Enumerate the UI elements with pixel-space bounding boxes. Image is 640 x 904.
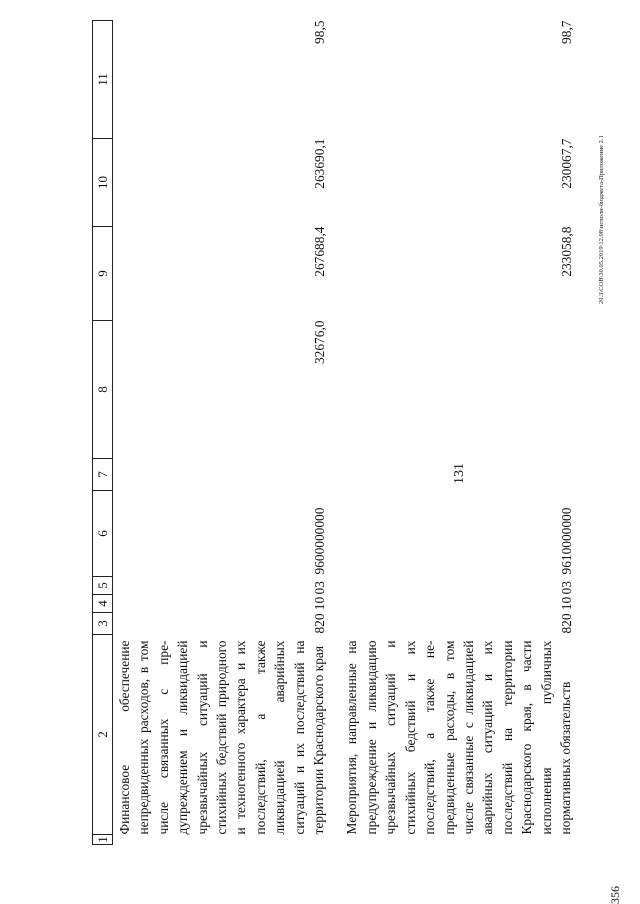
row-code-admin: 820 [559,613,575,634]
col-header-6: 6 [93,491,113,577]
col-header-10: 10 [93,139,113,227]
row-code-subsection: 03 [312,581,328,595]
row-code-section: 10 [559,596,575,611]
row-name: Финансовое обеспечение непредвиденных расходов, в том числе связанных с предупреждением и ликвидацией чрезвычайных ситуаций и стихийных бедствий природного и техногенного характера и их последствий, а также ликвидацией аварийных ситуаций и их последствий на территории Краснодарского края [117,640,327,835]
col-header-7: 7 [93,459,113,491]
row-code-admin: 820 [312,613,328,634]
table-row [113,21,329,845]
row-value-8: 32676,0 [312,320,328,365]
row-value-9: 267688,4 [312,226,328,277]
row-value-11: 98,7 [559,20,575,44]
side-note: 20.3\СОВ\30.05.2019\12.08\исполн-бюджета-Приложение 2.1 [598,135,605,304]
header-row [93,21,113,845]
page-number: 131 [452,463,467,484]
row-value-10: 230067,7 [559,138,575,189]
row-code-target: 9600000000 [312,507,328,575]
col-header-1: 1 [93,835,113,845]
budget-table [92,20,575,845]
row-code-type [328,459,575,491]
row-name: Мероприятия, направленные на предупреждение и ликвидацию чрезвычайных ситуаций и стихийных бедствий и их последствий, а также непредвиденные расходы, в том числе связанные с ликвидацией аварийных ситуаций и их последствий на территории Краснодарского края, в части исполнения публичных нормативных обязательств [344,640,573,835]
row-value-10: 263690,1 [312,138,328,189]
corner-text: 356 [608,886,622,904]
col-header-8: 8 [93,321,113,459]
row-code-type [113,459,329,491]
row-code-section: 10 [312,596,328,611]
col-header-11: 11 [93,21,113,139]
col-header-4: 4 [93,595,113,613]
row-value-11: 98,5 [312,20,328,44]
row-code-subsection: 03 [559,581,575,595]
col-header-5: 5 [93,577,113,595]
row-code-target: 9610000000 [559,507,575,575]
col-header-3: 3 [93,613,113,635]
col-header-2: 2 [93,635,113,835]
table-row [328,21,575,845]
row-value-9: 233058,8 [559,226,575,277]
row-value-8 [328,321,575,459]
col-header-9: 9 [93,227,113,321]
